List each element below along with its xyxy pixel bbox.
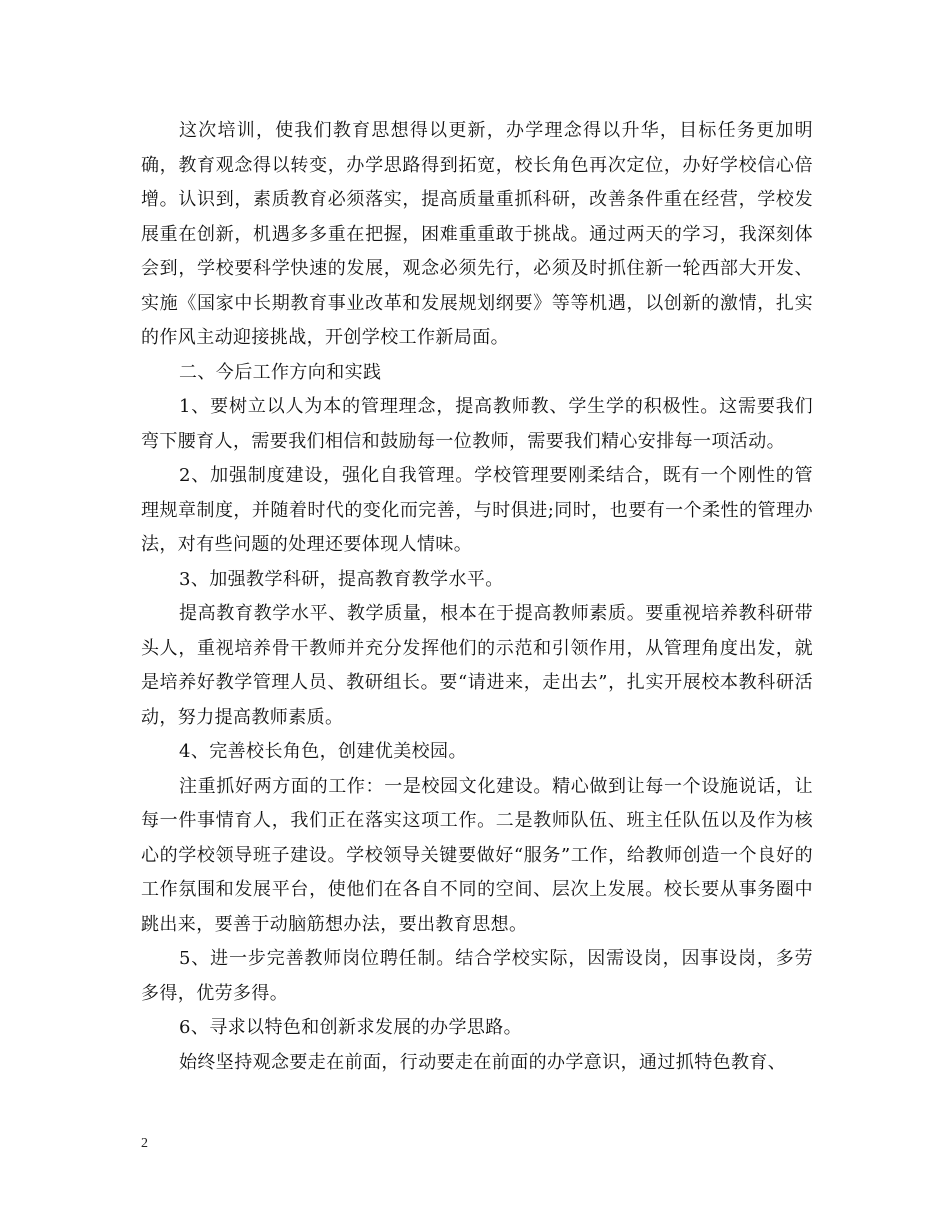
paragraph-item-2: 2、加强制度建设，强化自我管理。学校管理要刚柔结合，既有一个刚性的管理规章制度，并随着时代的变化而完善，与时俱进;同时，也要有一个柔性的管理办法，对有些问题的处理还要体现人情味。 (141, 465, 813, 555)
page-number: 2 (141, 1136, 148, 1151)
paragraph-item-1: 1、要树立以人为本的管理理念，提高教师教、学生学的积极性。这需要我们弯下腰育人，需要我们相信和鼓励每一位教师，需要我们精心安排每一项活动。 (141, 396, 813, 452)
paragraph-item-4-body: 注重抓好两方面的工作：一是校园文化建设。精心做到让每一个设施说话，让每一件事情育人，我们正在落实这项工作。二是教师队伍、班主任队伍以及作为核心的学校领导班子建设。学校领导关键要做好“服务”工作，给教师创造一个良好的工作氛围和发展平台，使他们在各自不同的空间、层次上发展。校长要从事务圈中跳出来，要善于动脑筋想办法，要出教育思想。 (141, 775, 813, 935)
section-heading-future-work: 二、今后工作方向和实践 (179, 361, 382, 383)
paragraph-item-3-heading: 3、加强教学科研，提高教育教学水平。 (179, 568, 504, 590)
paragraph-item-6-heading: 6、寻求以特色和创新求发展的办学思路。 (179, 1017, 523, 1038)
paragraph-item-4-heading: 4、完善校长角色，创建优美校园。 (179, 741, 467, 762)
paragraph-item-6-body: 始终坚持观念要走在前面，行动要走在前面的办学意识，通过抓特色教育、 (179, 1051, 787, 1073)
paragraph-training-reflection: 这次培训，使我们教育思想得以更新，办学理念得以升华，目标任务更加明确，教育观念得以转变，办学思路得到拓宽，校长角色再次定位，办好学校信心倍增。认识到，素质教育必须落实，提高质量重抓科研，改善条件重在经营，学校发展重在创新，机遇多多重在把握，困难重重敢于挑战。通过两天的学习，我深刻体会到，学校要科学快速的发展，观念必须先行，必须及时抓住新一轮西部大开发、实施《国家中长期教育事业改革和发展规划纲要》等等机遇，以创新的激情，扎实的作风主动迎接挑战，开创学校工作新局面。 (141, 120, 813, 348)
paragraph-item-5: 5、进一步完善教师岗位聘任制。结合学校实际，因需设岗，因事设岗，多劳多得，优劳多得。 (141, 948, 813, 1004)
document-body (141, 114, 813, 1080)
paragraph-item-3-body: 提高教育教学水平、教学质量，根本在于提高教师素质。要重视培养教科研带头人，重视培养骨干教师并充分发挥他们的示范和引领作用，从管理角度出发，就是培养好教学管理人员、教研组长。要“请进来，走出去”，扎实开展校本教科研活动，努力提高教师素质。 (141, 603, 813, 728)
